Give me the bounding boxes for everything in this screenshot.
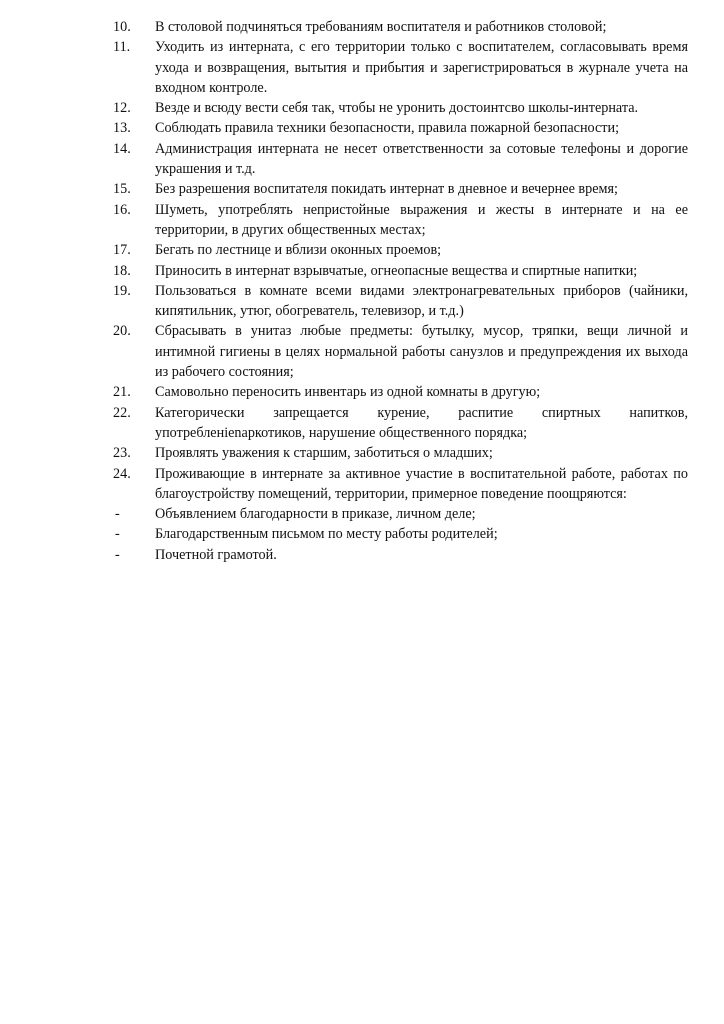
rule-number: 15. xyxy=(113,181,131,198)
rule-number: 21. xyxy=(113,384,131,401)
rule-number: 24. xyxy=(113,465,131,482)
reward-bullet-1 xyxy=(113,504,688,524)
rule-item-18 xyxy=(113,261,688,281)
rule-item-17 xyxy=(113,240,688,260)
rule-text: Бегать по лестнице и вблизи оконных проемов; xyxy=(155,242,442,259)
rule-item-11 xyxy=(113,37,688,98)
rule-text: В столовой подчиняться требованиям воспитателя и работников столовой; xyxy=(155,19,607,35)
rule-number: 10. xyxy=(113,19,131,35)
rule-number: 23. xyxy=(113,445,131,462)
rule-item-14 xyxy=(113,139,688,180)
rule-item-23 xyxy=(113,443,688,463)
rules-list xyxy=(113,17,688,565)
rule-item-20 xyxy=(113,321,688,382)
rule-text: Пользоваться в комнате всеми видами электронагревательных приборов (чайники, кипятильник, утюг, обогреватель, телевизор, и т.д.) xyxy=(155,282,688,320)
bullet-dash: - xyxy=(115,506,120,523)
reward-bullet-2 xyxy=(113,524,688,544)
bullet-text: Благодарственным письмом по месту работы родителей; xyxy=(155,526,498,543)
bullet-text: Почетной грамотой. xyxy=(155,546,277,563)
rule-text: Проявлять уважения к старшим, заботиться о младших; xyxy=(155,445,493,462)
rule-item-16 xyxy=(113,200,688,241)
bullet-dash: - xyxy=(115,546,120,563)
rule-text: Администрация интерната не несет ответственности за сотовые телефоны и дорогие украшения и т.д. xyxy=(155,140,688,178)
rule-item-12 xyxy=(113,98,688,118)
rule-item-21 xyxy=(113,382,688,402)
rule-item-15 xyxy=(113,179,688,199)
rule-text: Без разрешения воспитателя покидать интернат в дневное и вечернее время; xyxy=(155,181,618,198)
rule-number: 16. xyxy=(113,201,131,218)
rule-text: Самовольно переносить инвентарь из одной комнаты в другую; xyxy=(155,384,541,401)
rule-number: 17. xyxy=(113,242,131,259)
reward-bullet-3 xyxy=(113,545,688,565)
rule-number: 22. xyxy=(113,404,131,421)
rule-number: 14. xyxy=(113,140,131,157)
rule-text: Категорически запрещается курение, распитие спиртных напитков, употребленienаркотиков, нарушение общественного порядка; xyxy=(155,404,688,441)
rule-text: Проживающие в интернате за активное участие в воспитательной работе, работах по благоустройству помещений, территории, примерное поведение поощряются: xyxy=(155,465,688,502)
rule-text: Приносить в интернат взрывчатые, огнеопасные вещества и спиртные напитки; xyxy=(155,262,638,279)
bullet-text: Объявлением благодарности в приказе, личном деле; xyxy=(155,506,476,523)
rule-item-22 xyxy=(113,403,688,444)
rule-item-24 xyxy=(113,464,688,505)
rule-number: 12. xyxy=(113,100,131,117)
rule-item-19 xyxy=(113,281,688,322)
rule-number: 13. xyxy=(113,120,131,137)
rule-number: 11. xyxy=(113,39,131,56)
rule-text: Сбрасывать в унитаз любые предметы: бутылку, мусор, тряпки, вещи личной и интимной гигиены в целях нормальной работы санузлов и предупреждения их выхода из рабочего состояния; xyxy=(155,323,688,381)
rule-number: 20. xyxy=(113,323,131,340)
rule-text: Уходить из интерната, с его территории только с воспитателем, согласовывать время ухода и возвращения, вытытия и прибытия и зарегистрироваться в журнале учета на входном контроле. xyxy=(155,39,688,96)
bullet-dash: - xyxy=(115,526,120,543)
rule-number: 19. xyxy=(113,282,131,299)
rule-text: Соблюдать правила техники безопасности, правила пожарной безопасности; xyxy=(155,120,620,137)
rule-item-10 xyxy=(113,17,688,37)
rule-item-13 xyxy=(113,118,688,138)
rule-number: 18. xyxy=(113,262,131,279)
rule-text: Шуметь, употреблять непристойные выражения и жесты в интернате и на ее территории, в других общественных местах; xyxy=(155,201,688,238)
rule-text: Везде и всюду вести себя так, чтобы не уронить достоинтсво школы-интерната. xyxy=(155,100,639,117)
